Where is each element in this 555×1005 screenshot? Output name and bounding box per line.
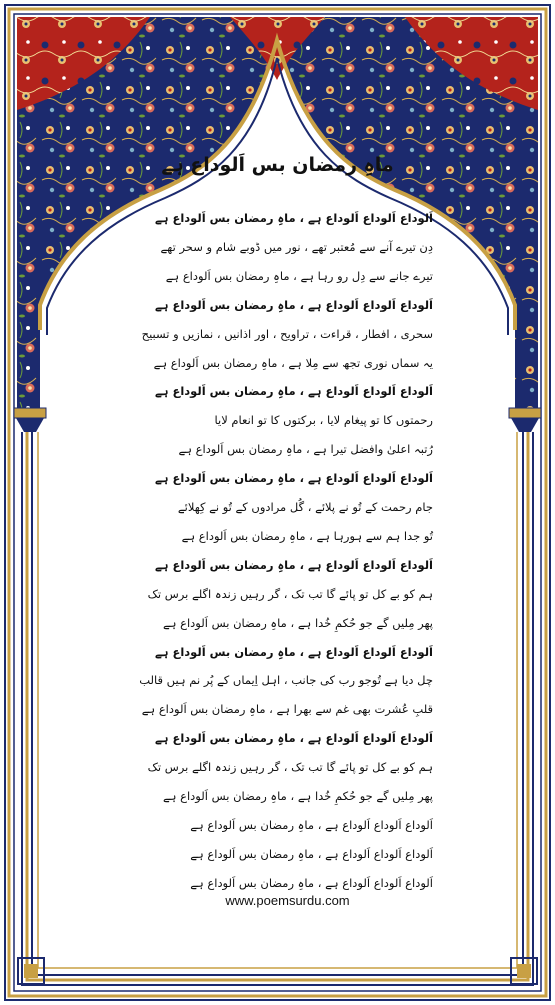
poem-line: رُتبہ اعلیٰ وافضل تیرا ہے ، ماہِ رمضان بس اَلوداع ہے [178,442,433,457]
poem-line: اَلوداع اَلوداع اَلوداع ہے ، ماہِ رمضان بس اَلوداع ہے [190,875,433,890]
poem-line: قلبِ عُشرت بھی غم سے بھرا ہے ، ماہِ رمضان بس اَلوداع ہے [141,702,433,717]
website-link[interactable]: www.poemsurdu.com [225,893,350,908]
poem-line: اَلوداع اَلوداع اَلوداع ہے ، ماہِ رمضان بس اَلوداع ہے [190,846,433,861]
poem-line: سحری ، افطار ، قراءت ، تراویح ، اور اذانیں ، نمازیں و تسبیح [141,326,433,341]
poem-line: اَلوداع اَلوداع اَلوداع ہے ، ماہِ رمضان بس اَلوداع ہے [155,644,433,659]
poem-line: پھر مِلیں گے جو حُکمِ خُدا ہے ، ماہِ رمضان بس اَلوداع ہے [162,789,433,803]
poem-line: دِن تیرے آنے سے مُعتبر تھے ، نور میں ڈوبے شام و سحر تھے [160,239,433,254]
poem-line: رحمتوں کا تو پیغام لایا ، برکتوں کا تو انعام لایا [214,413,433,428]
poem-line: پھر مِلیں گے جو حُکمِ خُدا ہے ، ماہِ رمضان بس اَلوداع ہے [162,615,433,630]
poem-line: تیرے جانے سے دِل رو رہا ہے ، ماہِ رمضان بس اَلوداع ہے [165,268,433,283]
poem-body [110,150,445,910]
poem-title: ماہِ رمضان بس اَلوداع ہے [161,154,394,176]
poem-line: یہ سماں نوری تجھ سے مِلا ہے ، ماہِ رمضان بس اَلوداع ہے [153,355,433,370]
poem-line: ہم کو بے کل تو پائے گا تب تک ، گر رہیں زندہ اگلے برس تک [147,760,433,775]
poem-line: جام رحمت کے تُو نے پلائے ، گُل مرادوں کے تُو نے کِھلائے [177,500,433,514]
poem-line: اَلوداع اَلوداع اَلوداع ہے ، ماہِ رمضان بس اَلوداع ہے [190,817,433,832]
poem-line: چل دیا ہے تُوجو رب کی جانب ، اہل اِیماں کے پُر نم ہیں قالب [139,673,433,688]
poem-line: اَلوداع اَلوداع اَلوداع ہے ، ماہِ رمضان بس اَلوداع ہے [155,384,433,399]
poem-line: اَلوداع اَلوداع اَلوداع ہے ، ماہِ رمضان بس اَلوداع ہے [155,211,433,225]
poem-line: اَلوداع اَلوداع اَلوداع ہے ، ماہِ رمضان بس اَلوداع ہے [155,297,433,312]
poem-line: تُو جدا ہم سے ہورہا ہے ، ماہِ رمضان بس اَلوداع ہے [181,528,433,543]
poem-line: اَلوداع اَلوداع اَلوداع ہے ، ماہِ رمضان بس اَلوداع ہے [155,557,433,572]
poem-line: اَلوداع اَلوداع اَلوداع ہے ، ماہِ رمضان بس اَلوداع ہے [155,471,433,486]
poem-line: اَلوداع اَلوداع اَلوداع ہے ، ماہِ رمضان بس اَلوداع ہے [155,731,433,746]
poem-line: ہم کو بے کل تو پائے گا تب تک ، گر رہیں زندہ اگلے برس تک [147,586,433,601]
